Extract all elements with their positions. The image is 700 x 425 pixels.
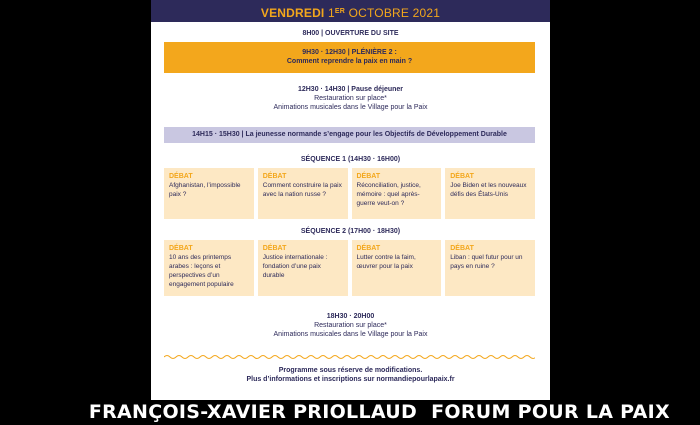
pleniere-banner — [164, 42, 535, 73]
debate-card[interactable] — [445, 168, 535, 219]
debate-tag: DÉBAT — [169, 245, 193, 252]
debate-tag: DÉBAT — [169, 173, 193, 180]
seq2-cards — [164, 240, 535, 296]
caption-name: FRANÇOIS-XAVIER PRIOLLAUD — [88, 401, 418, 423]
debate-card[interactable] — [352, 168, 442, 219]
debate-tag: DÉBAT — [356, 173, 381, 180]
pleniere-line2: Comment reprendre la paix en main ? — [286, 58, 413, 65]
video-caption — [0, 400, 700, 425]
evening-line1: Restauration sur place* — [314, 322, 387, 329]
evening-time: 18H30 · 20H00 — [326, 313, 375, 320]
debate-tag: DÉBAT — [262, 245, 287, 252]
debate-topic: Lutter contre la faim, œuvrer pour la paix — [356, 254, 416, 270]
footer-line2: Plus d’informations et inscriptions sur normandiepourlapaix.fr — [246, 376, 455, 383]
debate-card[interactable] — [258, 240, 348, 296]
lunch-time: 12H30 · 14H30 | Pause déjeuner — [297, 86, 404, 93]
debate-card[interactable] — [164, 240, 254, 296]
debate-topic: Joe Biden et les nouveaux défis des États-Unis — [450, 182, 527, 198]
footer-notes — [151, 366, 550, 384]
debate-topic: 10 ans des printemps arabes : leçons et perspectives d’un engagement populaire — [169, 254, 234, 288]
evening-block — [151, 312, 550, 339]
evening-line2: Animations musicales dans le Village pour la Paix — [273, 331, 428, 338]
youth-banner: 14H15 · 15H30 | La jeunesse normande s’engage pour les Objectifs de Développement Durable — [164, 127, 535, 143]
debate-tag: DÉBAT — [450, 173, 474, 180]
lunch-line1: Restauration sur place* — [314, 95, 387, 102]
debate-topic: Liban : quel futur pour un pays en ruine ? — [450, 254, 523, 270]
lunch-block — [151, 85, 550, 112]
date-num: 1 — [328, 6, 335, 20]
seq2-title: SÉQUENCE 2 (17H00 · 18H30) — [300, 228, 401, 235]
debate-topic: Justice internationale : fondation d’une paix durable — [262, 254, 328, 279]
opening-line: 8H00 | OUVERTURE DU SITE — [302, 30, 399, 37]
date-rest: OCTOBRE 2021 — [348, 6, 441, 20]
debate-card[interactable] — [164, 168, 254, 219]
debate-card[interactable] — [445, 240, 535, 296]
debate-card[interactable] — [258, 168, 348, 219]
debate-tag: DÉBAT — [262, 173, 287, 180]
seq1-cards — [164, 168, 535, 219]
debate-tag: DÉBAT — [450, 245, 474, 252]
debate-topic: Afghanistan, l’impossible paix ? — [169, 182, 241, 198]
caption-event: FORUM POUR LA PAIX — [431, 401, 670, 423]
debate-card[interactable] — [352, 240, 442, 296]
debate-tag: DÉBAT — [356, 245, 381, 252]
pleniere-line1: 9H30 · 12H30 | PLÉNIÈRE 2 : — [302, 49, 397, 56]
day-header — [151, 0, 550, 22]
footer-line1: Programme sous réserve de modifications. — [278, 367, 423, 374]
date-sup: ER — [334, 8, 346, 15]
day-label: VENDREDI — [260, 6, 325, 20]
wave-divider — [164, 354, 535, 360]
debate-topic: Réconciliation, justice, mémoire : quel après-guerre veut-on ? — [356, 182, 421, 207]
program-document — [151, 0, 550, 400]
debate-topic: Comment construire la paix avec la nation russe ? — [262, 182, 342, 198]
lunch-line2: Animations musicales dans le Village pour la Paix — [273, 104, 428, 111]
seq1-title: SÉQUENCE 1 (14H30 · 16H00) — [300, 156, 401, 163]
